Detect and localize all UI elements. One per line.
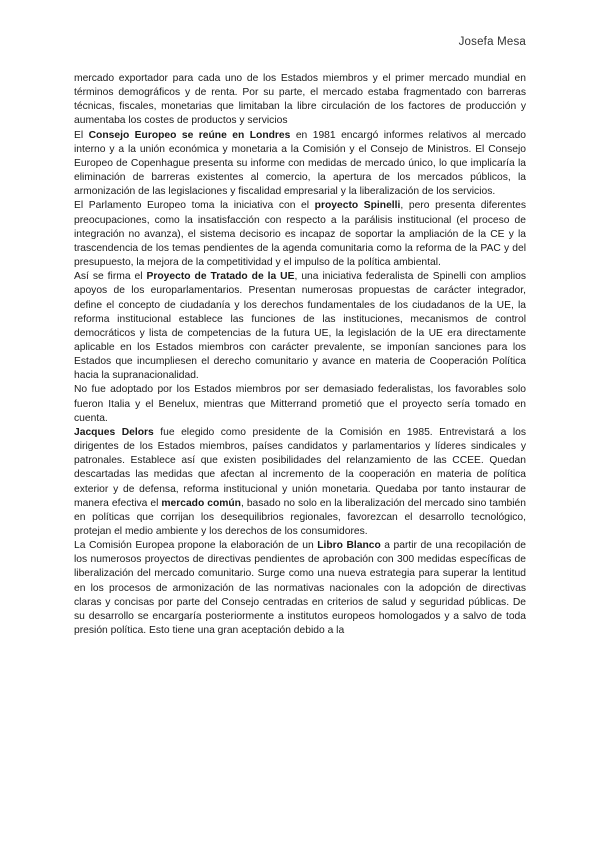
text-run: , basado no solo en la liberalización del mercado sino también en políticas que corrijan los desequilibrios regionales, favorezcan el desarrollo tecnológico, protejan el medio ambiente y los derechos de los consumidores. <box>74 497 526 537</box>
bold-term: Jacques Delors <box>74 426 154 438</box>
paragraph <box>74 383 526 425</box>
text-run: , una iniciativa federalista de Spinelli con amplios apoyos de los europarlamentarios. Presentan numerosas propuestas de carácter integrador, define el concepto de ciudadanía y los derechos fundamentales de los ciudadanos de la UE, la reforma institucional establece las funciones de las instituciones, mecanismos de control democráticos y lista de competencias de la futura UE, la legislación de la UE era directamente aplicable en los Estados miembros con carácter prevalente, se imponían sanciones para los Estados que incumpliesen el derecho comunitario y avance en materia de Cooperación Política hacia la supranacionalidad. <box>74 271 527 382</box>
text-run: fue elegido como presidente de la Comisión en 1985. Entrevistará a los dirigentes de los Estados miembros, países candidatos y parlamentarios y líderes sindicales y patronales. Establece así que existen posibilidades del relanzamiento de las CCEE. Quedan descartadas las medidas que afectan al incremento de la cooperación en materia de política exterior y de defensa, reforma institucional y unión monetaria. Quedaba por tanto instaurar de manera efectiva el <box>74 426 526 509</box>
text-run: El <box>74 129 89 141</box>
paragraph <box>74 72 526 129</box>
paragraph <box>74 199 526 270</box>
bold-term: proyecto Spinelli <box>314 200 401 212</box>
page-header-author: Josefa Mesa <box>458 36 526 48</box>
paragraph <box>74 539 526 638</box>
bold-term: Proyecto de Tratado de la UE <box>146 271 295 283</box>
text-run: mercado exportador para cada uno de los Estados miembros y el primer mercado mundial en términos demográficos y de renta. Por su parte, el mercado estaba fragmentado con barreras técnicas, fiscales, monetarias que limitaban la libre circulación de los factores de producción y aumentaba los costes de productos y servicios <box>74 73 526 127</box>
text-run: Así se firma el <box>74 271 147 283</box>
paragraph <box>74 129 526 200</box>
paragraph <box>74 270 526 383</box>
text-run: en 1981 encargó informes relativos al mercado interno y a la unión económica y monetaria a la Comisión y el Consejo de Ministros. El Consejo Europeo de Copenhague presenta su informe con medidas de mercado único, lo que implicaría la eliminación de barreras existentes al comercio, la apertura de los mercados públicos, la armonización de las legislaciones y fiscalidad empresarial y la liberalización de los servicios. <box>74 129 526 198</box>
bold-term: mercado común <box>161 497 241 509</box>
document-body <box>74 72 526 638</box>
text-run: No fue adoptado por los Estados miembros por ser demasiado federalistas, los favorables solo fueron Italia y el Benelux, mientras que Mitterrand prometió que el proyecto sería tomado en cuenta. <box>74 384 526 424</box>
bold-term: Libro Blanco <box>317 540 381 552</box>
text-run: La Comisión Europea propone la elaboración de un <box>74 540 318 552</box>
text-run: El Parlamento Europeo toma la iniciativa con el <box>74 200 315 212</box>
text-run: , pero presenta diferentes preocupaciones, como la insatisfacción con respecto a la parálisis institucional (el proceso de integración no avanza), el sistema decisorio es incapaz de soportar la ampliación de la CE y la trascendencia de los temas pendientes de la agenda comunitaria como la reforma de la PAC y del presupuesto, la mejora de la competitividad y el impulso de la política ambiental. <box>74 200 526 269</box>
bold-term: Consejo Europeo se reúne en Londres <box>88 129 291 141</box>
text-run: a partir de una recopilación de los numerosos proyectos de directivas pendientes de aprobación con 300 medidas específicas de liberalización del mercado comunitario. Surge como una nueva estrategia para superar la lentitud en los procesos de armonización de las normativas nacionales con la adopción de directivas claras y concisas por parte del Consejo centradas en criterios de salud y seguridad públicas. De su desarrollo se encargaría posteriormente a institutos europeos homologados y a salvo de toda presión política. Esto tiene una gran aceptación debido a la <box>74 540 527 637</box>
paragraph <box>74 426 526 539</box>
